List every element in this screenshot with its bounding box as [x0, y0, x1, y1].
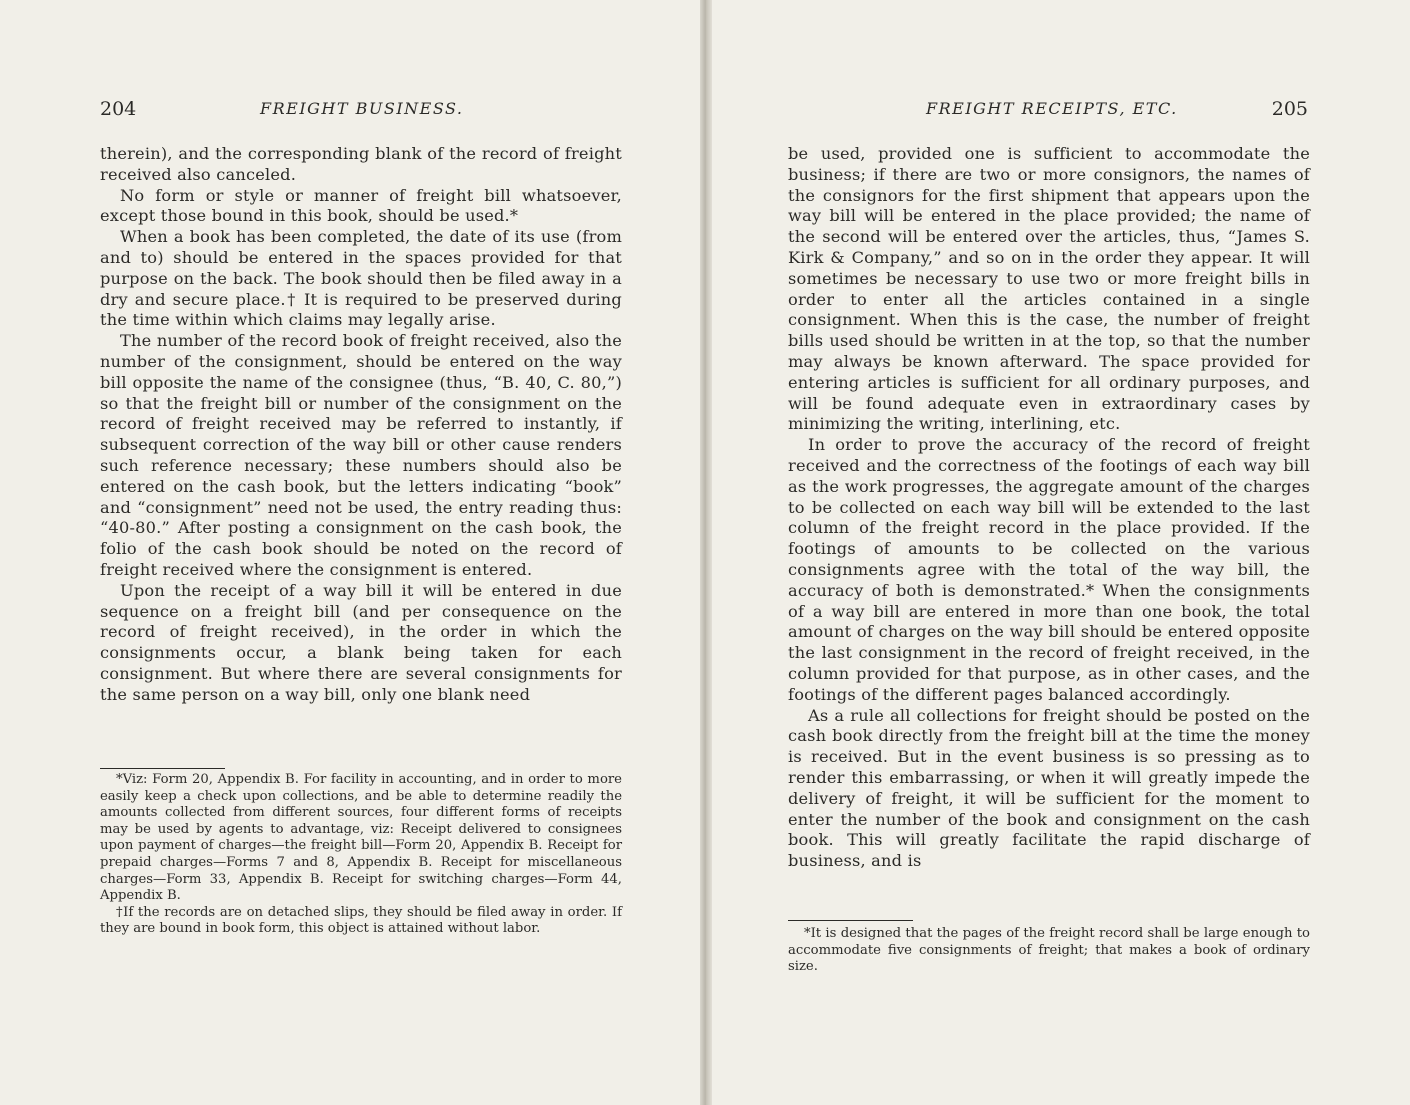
- paragraph: The number of the record book of freight received, also the number of the consignment, should be entered on the way bill opposite the name of the consignee (thus, “B. 40, C. 80,”) so that the freight bill or number of the consignment on the record of freight received may be referred to instantly, if subsequent correction of the way bill or other cause renders such reference necessary; these numbers should also be entered on the cash book, but the letters indicating “book” and “consignment” need not be used, the entry reading thus: “40-80.” After posting a consignment on the cash book, the folio of the cash book should be noted on the record of freight received where the consignment is entered.: [100, 331, 622, 579]
- left-page: [0, 0, 700, 1105]
- right-page-header: [788, 97, 1310, 121]
- running-head: FREIGHT RECEIPTS, ETC.: [926, 99, 1178, 118]
- paragraph: therein), and the corresponding blank of the record of freight received also canceled.: [100, 144, 622, 184]
- right-page-footnotes: [788, 926, 1310, 976]
- running-head: FREIGHT BUSINESS.: [260, 99, 464, 118]
- page-number: 204: [100, 98, 137, 120]
- right-page-body: [788, 144, 1310, 872]
- paragraph: Upon the receipt of a way bill it will be entered in due sequence on a freight bill (and per consequence on the record of freight received), in the order in which the consignments occur, a blank being taken for each consignment. But where there are several consignments for the same person on a way bill, only one blank need: [100, 580, 622, 704]
- paragraph: In order to prove the accuracy of the record of freight received and the correctness of the footings of each way bill as the work progresses, the aggregate amount of the charges to be collected on each way bill will be extended to the last column of the freight record in the place provided. If the footings of amounts to be collected on the various consignments agree with the total of the way bill, the accuracy of both is demonstrated.* When the consignments of a way bill are entered in more than one book, the total amount of charges on the way bill should be entered opposite the last consignment in the record of freight received, in the column provided for that purpose, as in other cases, and the footings of the different pages balanced accordingly.: [788, 435, 1310, 704]
- paragraph: When a book has been completed, the date of its use (from and to) should be entered in the spaces provided for that purpose on the back. The book should then be filed away in a dry and secure place.† It is required to be preserved during the time within which claims may legally arise.: [100, 227, 622, 330]
- paragraph: As a rule all collections for freight should be posted on the cash book directly from the freight bill at the time the money is received. But in the event business is so pressing as to render this embarrassing, or when it will greatly impede the delivery of freight, it will be sufficient for the moment to enter the number of the book and consignment on the cash book. This will greatly facilitate the rapid discharge of business, and is: [788, 705, 1310, 871]
- paragraph: be used, provided one is sufficient to accommodate the business; if there are two or more consignors, the names of the consignors for the first shipment that appears upon the way bill will be entered in the place provided; the name of the second will be entered over the articles, thus, “James S. Kirk & Company,” and so on in the order they appear. It will sometimes be necessary to use two or more freight bills in order to enter all the articles contained in a single consignment. When this is the case, the number of freight bills used should be written in at the top, so that the number may always be known afterward. The space provided for entering articles is sufficient for all ordinary purposes, and will be found adequate even in extraordinary cases by minimizing the writing, interlining, etc.: [788, 144, 1310, 434]
- footnote: †If the records are on detached slips, they should be filed away in order. If they are bound in book form, this object is attained without labor.: [100, 904, 622, 937]
- paragraph: No form or style or manner of freight bill whatsoever, except those bound in this book, should be used.*: [100, 185, 622, 226]
- right-page: [712, 0, 1410, 1105]
- page-number: 205: [1271, 98, 1308, 120]
- left-page-header: [100, 97, 622, 121]
- left-page-body: [100, 144, 622, 706]
- footnote-rule: [100, 768, 225, 769]
- book-gutter: [700, 0, 712, 1105]
- footnote: *Viz: Form 20, Appendix B. For facility in accounting, and in order to more easily keep a check upon collections, and be able to determine readily the amounts collected from different sources, four different forms of receipts may be used by agents to advantage, viz: Receipt delivered to consignees upon payment of charges—the freight bill—Form 20, Appendix B. Receipt for prepaid charges—Forms 7 and 8, Appendix B. Receipt for miscellaneous charges—Form 33, Appendix B. Receipt for switching charges—Form 44, Appendix B.: [100, 772, 622, 904]
- footnote-rule: [788, 920, 913, 921]
- left-page-footnotes: [100, 772, 622, 938]
- footnote: *It is designed that the pages of the freight record shall be large enough to accommodate five consignments of freight; that makes a book of ordinary size.: [788, 926, 1310, 975]
